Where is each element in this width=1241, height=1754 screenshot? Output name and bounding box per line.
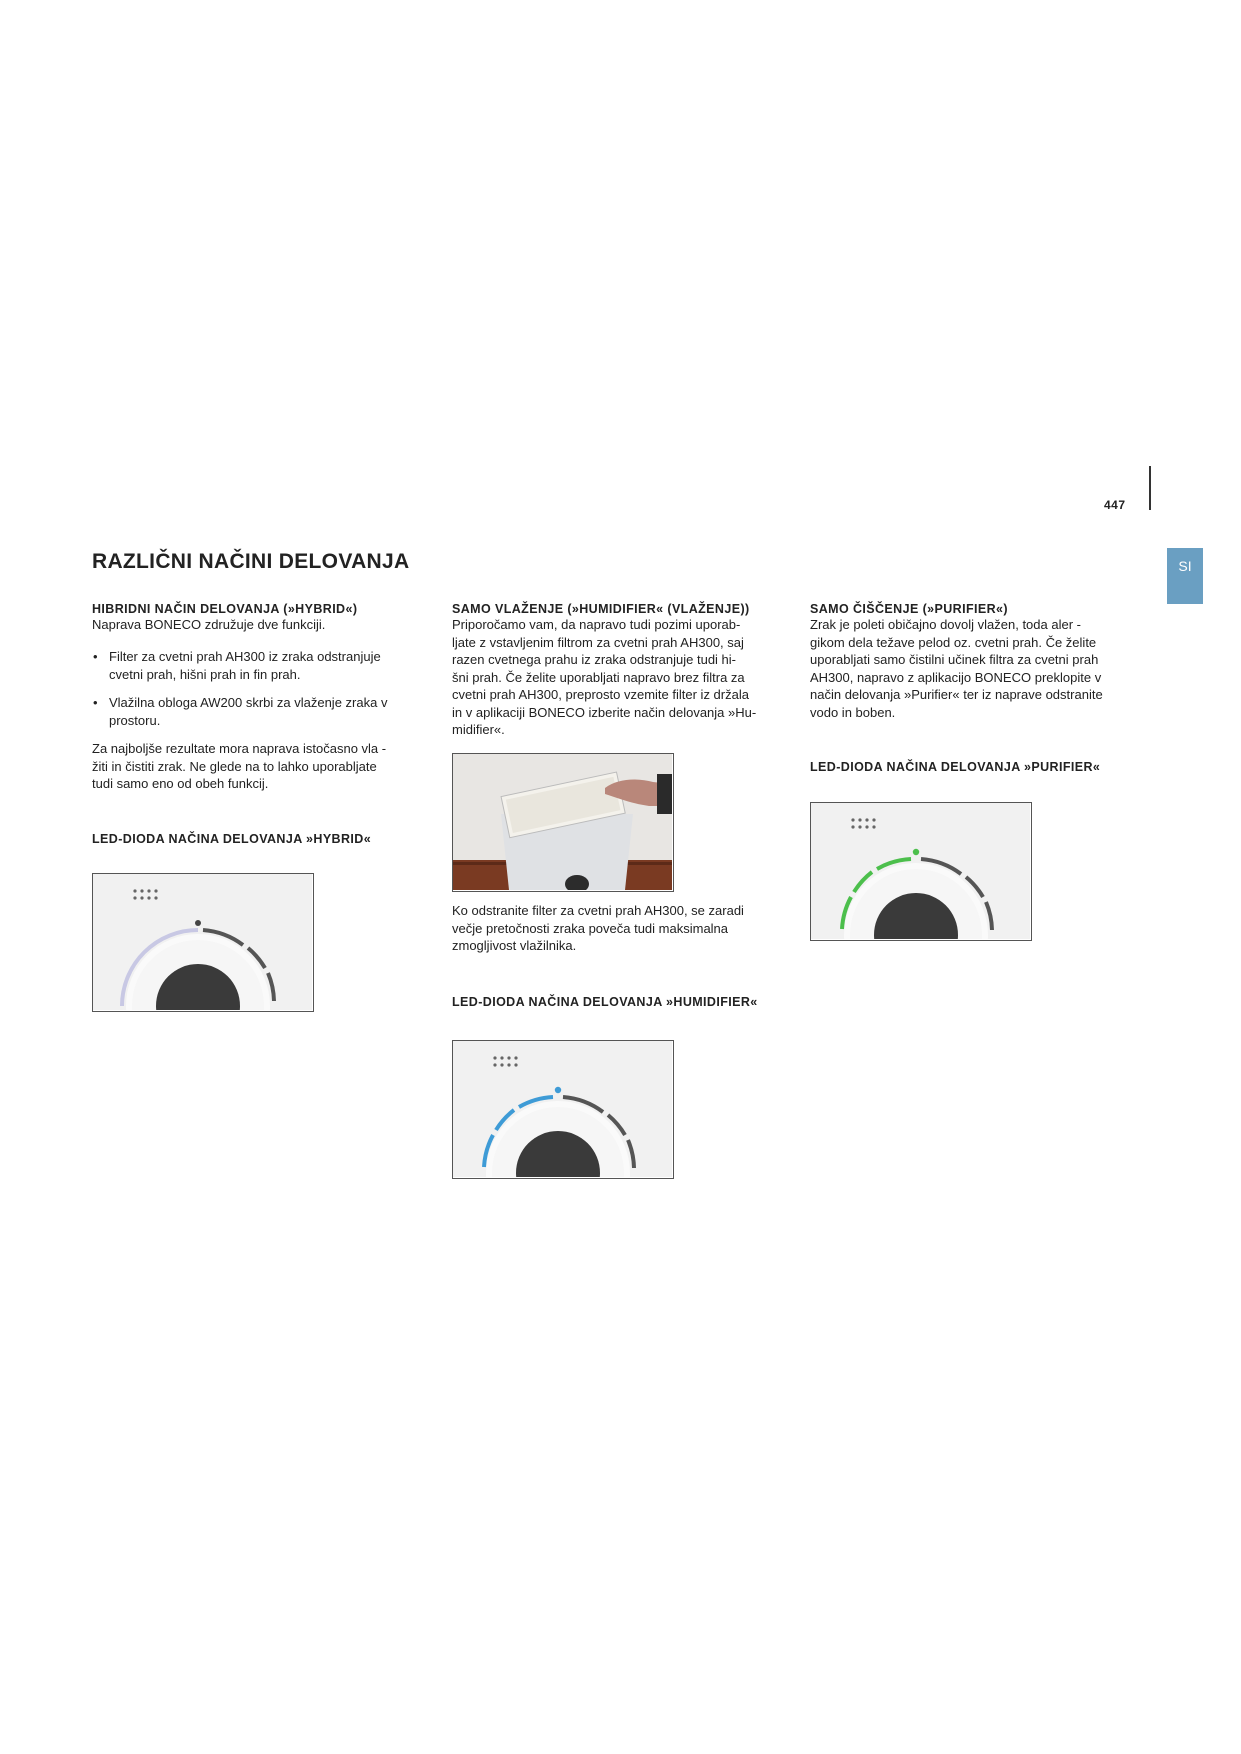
page-title: RAZLIČNI NAČINI DELOVANJA bbox=[92, 550, 410, 573]
column-humidifier bbox=[452, 602, 787, 739]
purifier-led-figure bbox=[810, 802, 1032, 941]
hybrid-heading: HIBRIDNI NAČIN DELOVANJA (»HYBRID«) bbox=[92, 602, 358, 616]
bullet-line: Vlažilna obloga AW200 skrbi za vlaženje zraka v bbox=[109, 695, 388, 710]
humidifier-led-figure bbox=[452, 1040, 674, 1179]
column-hybrid bbox=[92, 602, 422, 634]
text-line: zmogljivost vlažilnika. bbox=[452, 938, 577, 953]
text-line: večje pretočnosti zraka poveča tudi maksimalna bbox=[452, 920, 729, 936]
purifier-led-heading: LED-DIODA NAČINA DELOVANJA »PURIFIER« bbox=[810, 760, 1101, 774]
text-line: šni prah. Če želite uporabljati napravo brez filtra za bbox=[452, 669, 745, 685]
text-line: AH300, napravo z aplikacijo BONECO preklopite v bbox=[810, 669, 1102, 685]
page-number: 447 bbox=[1104, 498, 1126, 512]
page-rule bbox=[1149, 466, 1151, 510]
text-line: vodo in boben. bbox=[810, 704, 896, 720]
text-line: ljate z vstavljenim filtrom za cvetni prah AH300, saj bbox=[452, 634, 744, 650]
purifier-heading: SAMO ČIŠČENJE (»PURIFIER«) bbox=[810, 602, 1008, 616]
humidifier-heading: SAMO VLAŽENJE (»HUMIDIFIER« (VLAŽENJE)) bbox=[452, 602, 750, 616]
text-line: Za najboljše rezultate mora naprava istočasno vla - bbox=[92, 741, 387, 756]
device-led-illustration bbox=[93, 874, 312, 1010]
hybrid-intro: Naprava BONECO združuje dve funkciji. bbox=[92, 617, 326, 632]
text-line: uporabljati samo čistilni učinek filtra za cvetni prah bbox=[810, 652, 1099, 667]
text-line: cvetni prah AH300, preprosto vzemite filter iz držala bbox=[452, 687, 749, 702]
text-line: Ko odstranite filter za cvetni prah AH300, se zaradi bbox=[452, 903, 744, 918]
text-line: žiti in čistiti zrak. Ne glede na to lahko uporabljate bbox=[92, 758, 377, 774]
bullet-line: cvetni prah, hišni prah in fin prah. bbox=[109, 666, 301, 682]
text-line: midifier«. bbox=[452, 722, 505, 737]
text-line: razen cvetnega prahu iz zraka odstranjuje tudi hi- bbox=[452, 652, 736, 667]
filter-removal-photo bbox=[452, 753, 674, 892]
device-led-illustration bbox=[453, 1041, 672, 1177]
language-tab[interactable]: SI bbox=[1167, 548, 1203, 604]
list-item bbox=[92, 694, 422, 729]
filter-photo-illustration bbox=[453, 754, 672, 890]
bullet-dot: • bbox=[93, 695, 98, 710]
bullet-dot: • bbox=[93, 649, 98, 664]
hybrid-bullet-list bbox=[92, 648, 422, 683]
bullet-line: Filter za cvetni prah AH300 iz zraka odstranjuje bbox=[109, 649, 381, 664]
list-item bbox=[92, 648, 422, 683]
hybrid-led-heading: LED-DIODA NAČINA DELOVANJA »HYBRID« bbox=[92, 832, 372, 846]
bullet-line: prostoru. bbox=[109, 712, 161, 728]
mode-indicator-icon bbox=[913, 849, 919, 855]
hybrid-bullet-list-2 bbox=[92, 694, 422, 729]
column-purifier bbox=[810, 602, 1145, 721]
filter-caption bbox=[452, 902, 772, 955]
text-line: Priporočamo vam, da napravo tudi pozimi uporab- bbox=[452, 617, 741, 632]
text-line: način delovanja »Purifier« ter iz naprave odstranite bbox=[810, 687, 1103, 702]
text-line: tudi samo eno od obeh funkcij. bbox=[92, 776, 269, 791]
mode-indicator-icon bbox=[555, 1087, 561, 1093]
hybrid-paragraph bbox=[92, 740, 432, 793]
mode-indicator-icon bbox=[195, 920, 201, 926]
text-line: in v aplikaciji BONECO izberite način delovanja »Hu- bbox=[452, 704, 757, 720]
humidifier-led-heading: LED-DIODA NAČINA DELOVANJA »HUMIDIFIER« bbox=[452, 995, 758, 1009]
hybrid-led-figure bbox=[92, 873, 314, 1012]
text-line: gikom dela težave pelod oz. cvetni prah. Če želite bbox=[810, 634, 1097, 650]
text-line: Zrak je poleti običajno dovolj vlažen, toda aler - bbox=[810, 617, 1081, 632]
device-led-illustration bbox=[811, 803, 1030, 939]
